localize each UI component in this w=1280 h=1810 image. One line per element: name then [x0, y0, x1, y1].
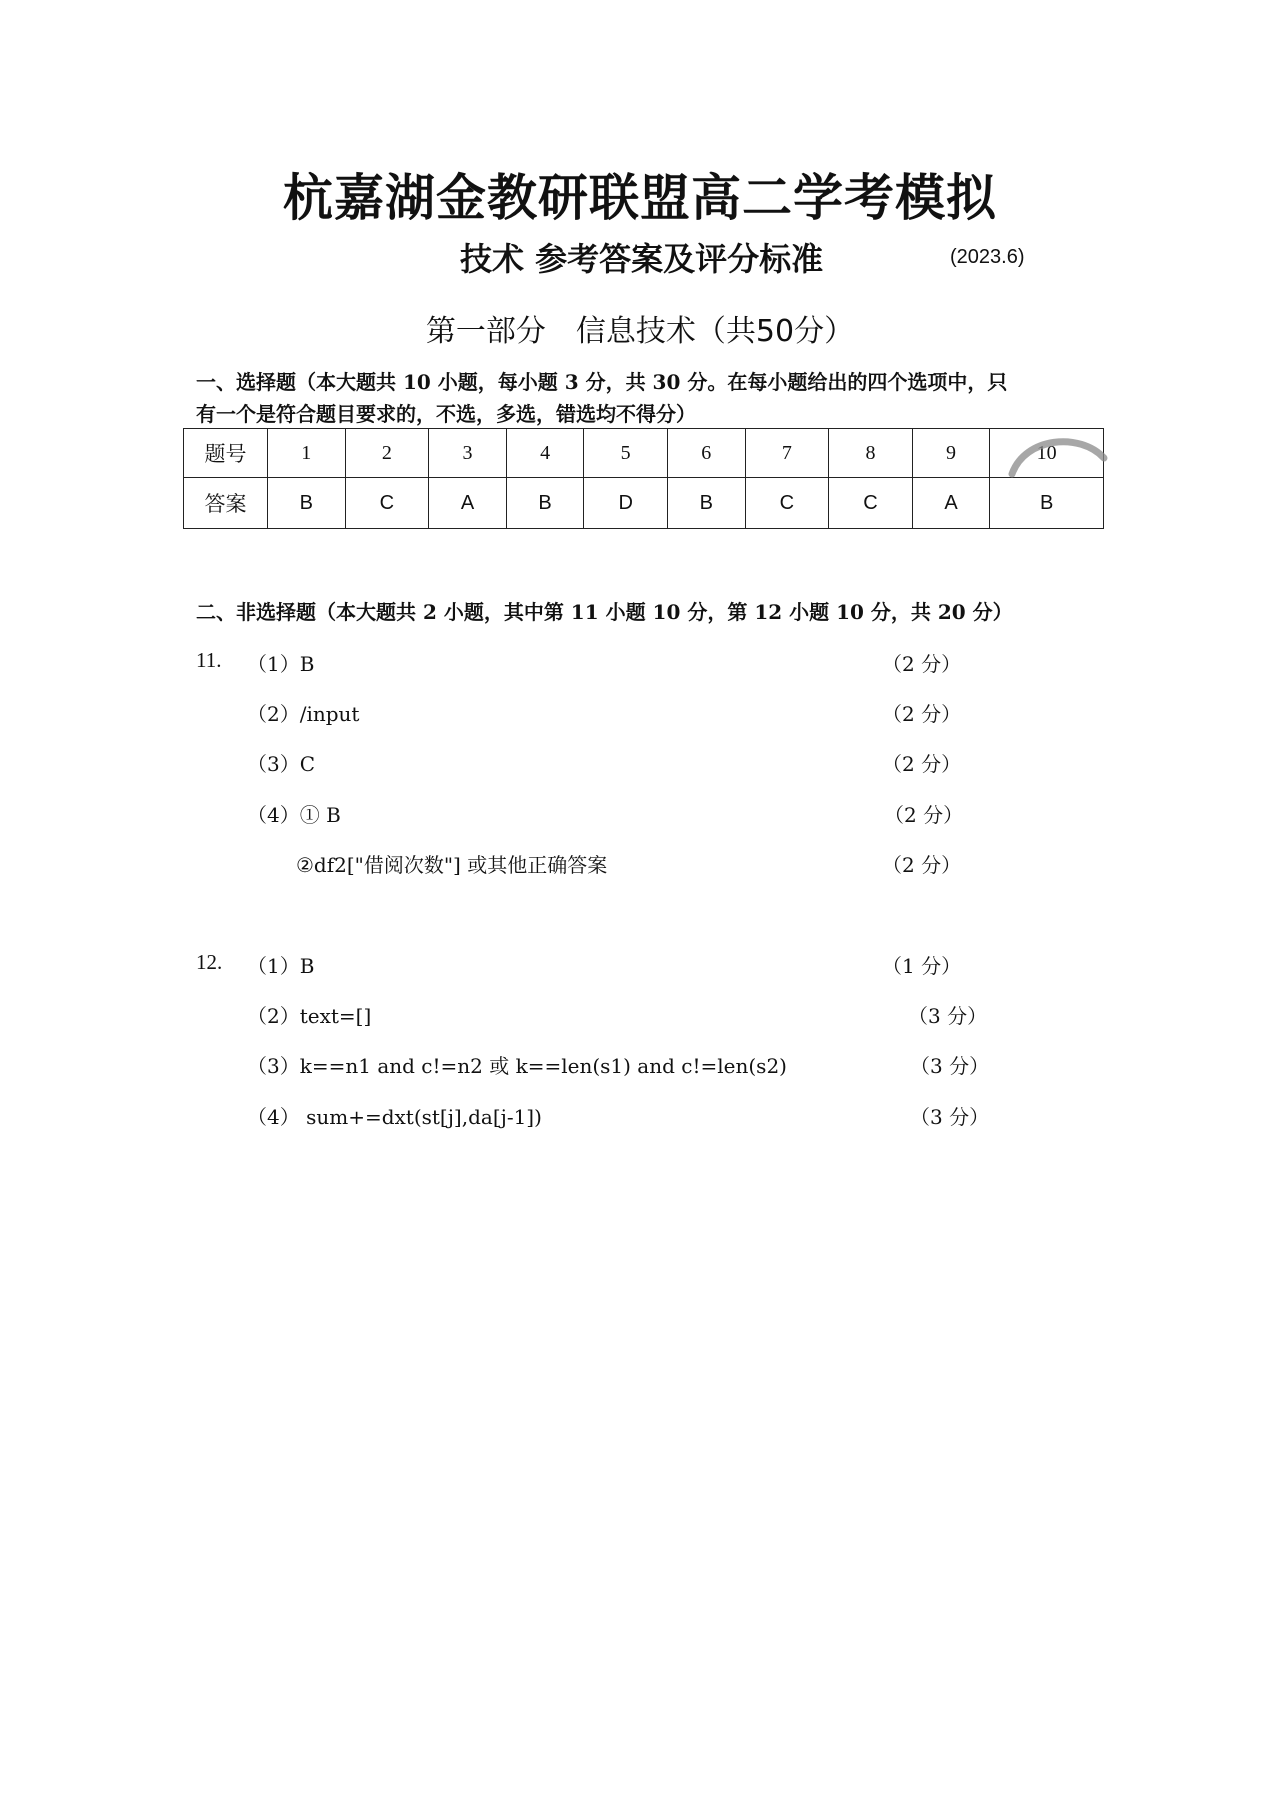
- section2-heading: 二、非选择题（本大题共 2 小题，其中第 11 小题 10 分，第 12 小题 10 分，共 20 分）: [196, 600, 1013, 624]
- document-date: (2023.6): [950, 246, 1025, 268]
- q12-item-4: （4） sum+=dxt(st[j],da[j-1]): [247, 1105, 542, 1129]
- question-number-cell: 3: [429, 429, 507, 478]
- answer-cell: A: [912, 478, 990, 529]
- q11-item-2: （2）/input: [247, 702, 360, 726]
- document-subtitle: 技术 参考答案及评分标准: [460, 240, 824, 278]
- section1-heading-line1: 一、选择题（本大题共 10 小题，每小题 3 分，共 30 分。在每小题给出的四个选项中，只: [196, 370, 1008, 394]
- answer-cell: C: [345, 478, 429, 529]
- answer-row: [184, 478, 1104, 529]
- answer-table: [183, 428, 1104, 529]
- q11-score-5: （2 分）: [882, 853, 962, 877]
- part-heading: 第一部分 信息技术（共50分）: [425, 314, 855, 349]
- q12-item-3: （3）k==n1 and c!=n2 或 k==len(s1) and c!=len(s2): [247, 1054, 787, 1078]
- answer-cell: C: [829, 478, 913, 529]
- q12-score-2: （3 分）: [908, 1004, 988, 1028]
- q12-item-2: （2）text=[]: [247, 1004, 372, 1028]
- q11-number: 11.: [196, 648, 222, 672]
- q12-item-1: （1）B: [247, 954, 315, 978]
- document-title: 杭嘉湖金教研联盟高二学考模拟: [283, 169, 997, 227]
- question-number-cell: 10: [990, 429, 1104, 478]
- question-number-cell: 5: [584, 429, 668, 478]
- q12-score-3: （3 分）: [910, 1054, 990, 1078]
- answer-cell: B: [506, 478, 584, 529]
- answer-cell: D: [584, 478, 668, 529]
- question-number-row: [184, 429, 1104, 478]
- q11-item-4: （4）① B: [247, 803, 341, 827]
- answer-cell: A: [429, 478, 507, 529]
- answer-cell: B: [268, 478, 346, 529]
- section1-heading-line2: 有一个是符合题目要求的，不选，多选，错选均不得分）: [196, 402, 696, 426]
- answer-cell: C: [745, 478, 829, 529]
- watermark-arc: [1000, 432, 1110, 482]
- q11-item-3: （3）C: [247, 752, 316, 776]
- q11-score-3: （2 分）: [882, 752, 962, 776]
- q11-score-4: （2 分）: [884, 803, 964, 827]
- question-number-cell: 8: [829, 429, 913, 478]
- question-number-cell: 6: [667, 429, 745, 478]
- q11-score-1: （2 分）: [882, 652, 962, 676]
- q12-score-1: （1 分）: [882, 954, 962, 978]
- q11-score-2: （2 分）: [882, 702, 962, 726]
- q12-number: 12.: [196, 950, 223, 974]
- question-number-cell: 1: [268, 429, 346, 478]
- question-number-cell: 4: [506, 429, 584, 478]
- row-label-answer: 答案: [184, 478, 268, 529]
- question-number-cell: 9: [912, 429, 990, 478]
- answer-cell: B: [990, 478, 1104, 529]
- answer-cell: B: [667, 478, 745, 529]
- row-label-number: 题号: [184, 429, 268, 478]
- question-number-cell: 7: [745, 429, 829, 478]
- q12-score-4: （3 分）: [910, 1105, 990, 1129]
- q11-item-1: （1）B: [247, 652, 315, 676]
- q11-item-5: ②df2["借阅次数"] 或其他正确答案: [296, 853, 608, 877]
- question-number-cell: 2: [345, 429, 429, 478]
